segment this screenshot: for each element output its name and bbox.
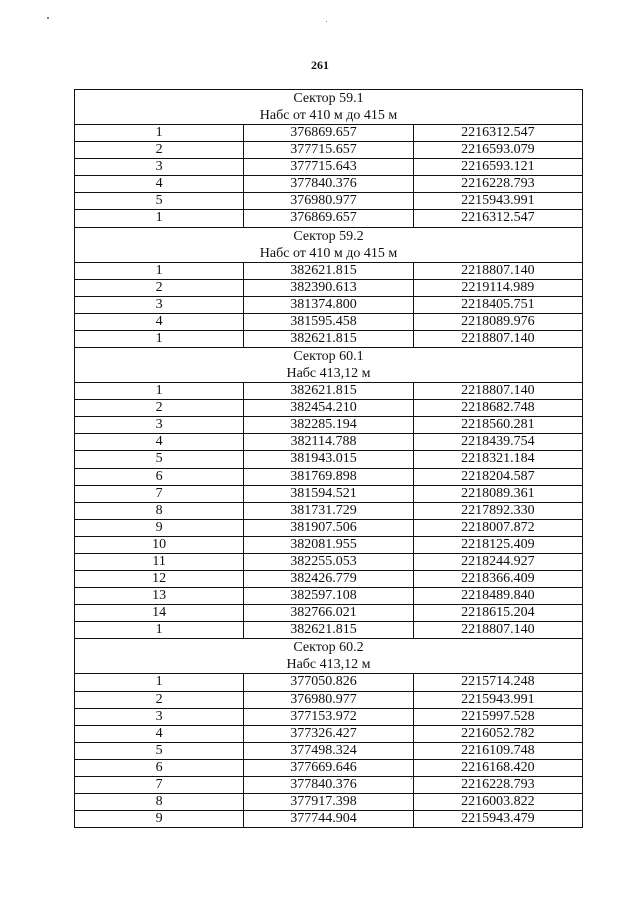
table-row xyxy=(75,451,583,468)
section-subtitle: Набс 413,12 м xyxy=(286,366,371,382)
point-number: 8 xyxy=(75,794,244,811)
coord-y: 2218321.184 xyxy=(413,451,582,468)
coordinates-table-body xyxy=(75,90,583,828)
table-row xyxy=(75,176,583,193)
coordinates-table xyxy=(74,89,583,828)
section-subtitle: Набс 413,12 м xyxy=(286,657,371,673)
point-number: 3 xyxy=(75,296,244,313)
coord-x: 382426.779 xyxy=(244,571,413,588)
coord-y: 2218007.872 xyxy=(413,519,582,536)
table-row xyxy=(75,502,583,519)
coord-x: 377669.646 xyxy=(244,759,413,776)
coord-x: 382597.108 xyxy=(244,588,413,605)
coord-x: 381594.521 xyxy=(244,485,413,502)
coord-x: 377715.657 xyxy=(244,142,413,159)
point-number: 4 xyxy=(75,176,244,193)
coord-y: 2218439.754 xyxy=(413,434,582,451)
section-title: Сектор 60.1 xyxy=(293,349,364,365)
coord-x: 382621.815 xyxy=(244,262,413,279)
coord-y: 2215943.991 xyxy=(413,691,582,708)
page-number: 261 xyxy=(311,58,329,72)
coord-y: 2219114.989 xyxy=(413,279,582,296)
section-header-row xyxy=(75,639,583,674)
table-row xyxy=(75,519,583,536)
point-number: 1 xyxy=(75,125,244,142)
section-title: Сектор 60.2 xyxy=(293,640,364,656)
table-row xyxy=(75,313,583,330)
coord-x: 376869.657 xyxy=(244,210,413,227)
coord-x: 382081.955 xyxy=(244,536,413,553)
coord-x: 382390.613 xyxy=(244,279,413,296)
table-row xyxy=(75,553,583,570)
coord-y: 2218682.748 xyxy=(413,400,582,417)
coord-y: 2216228.793 xyxy=(413,176,582,193)
point-number: 1 xyxy=(75,383,244,400)
table-row xyxy=(75,142,583,159)
point-number: 1 xyxy=(75,210,244,227)
coord-x: 381769.898 xyxy=(244,468,413,485)
coord-y: 2218089.976 xyxy=(413,313,582,330)
coord-x: 381595.458 xyxy=(244,313,413,330)
coord-y: 2216052.782 xyxy=(413,725,582,742)
coord-y: 2215943.479 xyxy=(413,811,582,828)
point-number: 2 xyxy=(75,400,244,417)
point-number: 9 xyxy=(75,811,244,828)
section-subtitle: Набс от 410 м до 415 м xyxy=(259,245,398,261)
coord-x: 381907.506 xyxy=(244,519,413,536)
coord-y: 2218244.927 xyxy=(413,553,582,570)
point-number: 4 xyxy=(75,313,244,330)
coord-y: 2216312.547 xyxy=(413,210,582,227)
table-row xyxy=(75,777,583,794)
coord-y: 2217892.330 xyxy=(413,502,582,519)
table-row xyxy=(75,759,583,776)
point-number: 6 xyxy=(75,759,244,776)
coord-x: 377744.904 xyxy=(244,811,413,828)
coord-x: 376980.977 xyxy=(244,193,413,210)
coord-x: 381943.015 xyxy=(244,451,413,468)
point-number: 3 xyxy=(75,417,244,434)
section-title: Сектор 59.1 xyxy=(293,91,364,106)
point-number: 14 xyxy=(75,605,244,622)
table-row xyxy=(75,536,583,553)
table-row xyxy=(75,794,583,811)
table-row xyxy=(75,383,583,400)
coord-x: 382621.815 xyxy=(244,383,413,400)
point-number: 1 xyxy=(75,262,244,279)
point-number: 5 xyxy=(75,451,244,468)
section-header xyxy=(75,227,583,262)
coord-x: 381731.729 xyxy=(244,502,413,519)
table-row xyxy=(75,434,583,451)
table-row xyxy=(75,193,583,210)
table-row xyxy=(75,811,583,828)
coord-x: 377498.324 xyxy=(244,742,413,759)
coord-x: 376980.977 xyxy=(244,691,413,708)
point-number: 1 xyxy=(75,622,244,639)
point-number: 2 xyxy=(75,142,244,159)
point-number: 3 xyxy=(75,159,244,176)
table-row xyxy=(75,330,583,347)
coord-y: 2218807.140 xyxy=(413,330,582,347)
section-header xyxy=(75,639,583,674)
table-row xyxy=(75,262,583,279)
coord-y: 2218405.751 xyxy=(413,296,582,313)
section-header-row xyxy=(75,90,583,125)
point-number: 1 xyxy=(75,674,244,691)
table-row xyxy=(75,605,583,622)
table-row xyxy=(75,622,583,639)
point-number: 1 xyxy=(75,330,244,347)
point-number: 7 xyxy=(75,485,244,502)
scan-speck xyxy=(411,778,412,779)
coord-y: 2218807.140 xyxy=(413,262,582,279)
table-row xyxy=(75,125,583,142)
scan-speck xyxy=(326,21,327,22)
point-number: 7 xyxy=(75,777,244,794)
point-number: 5 xyxy=(75,742,244,759)
scan-speck xyxy=(47,17,49,19)
coord-x: 377715.643 xyxy=(244,159,413,176)
point-number: 13 xyxy=(75,588,244,605)
coord-y: 2215997.528 xyxy=(413,708,582,725)
point-number: 11 xyxy=(75,553,244,570)
coord-y: 2218089.361 xyxy=(413,485,582,502)
section-title: Сектор 59.2 xyxy=(293,228,364,244)
point-number: 4 xyxy=(75,725,244,742)
coord-y: 2216168.420 xyxy=(413,759,582,776)
table-row xyxy=(75,485,583,502)
table-row xyxy=(75,588,583,605)
point-number: 9 xyxy=(75,519,244,536)
coord-y: 2218489.840 xyxy=(413,588,582,605)
table-row xyxy=(75,708,583,725)
coord-x: 377917.398 xyxy=(244,794,413,811)
table-row xyxy=(75,400,583,417)
coord-y: 2216228.793 xyxy=(413,777,582,794)
point-number: 10 xyxy=(75,536,244,553)
coord-x: 377840.376 xyxy=(244,176,413,193)
coord-y: 2216312.547 xyxy=(413,125,582,142)
coord-x: 377153.972 xyxy=(244,708,413,725)
coord-y: 2216109.748 xyxy=(413,742,582,759)
table-row xyxy=(75,417,583,434)
coord-y: 2218366.409 xyxy=(413,571,582,588)
coord-x: 381374.800 xyxy=(244,296,413,313)
coord-y: 2216593.121 xyxy=(413,159,582,176)
coord-y: 2216593.079 xyxy=(413,142,582,159)
point-number: 3 xyxy=(75,708,244,725)
section-header xyxy=(75,90,583,125)
coord-x: 382621.815 xyxy=(244,330,413,347)
coord-y: 2218560.281 xyxy=(413,417,582,434)
coord-x: 382621.815 xyxy=(244,622,413,639)
table-row xyxy=(75,725,583,742)
table-row xyxy=(75,742,583,759)
coord-y: 2215714.248 xyxy=(413,674,582,691)
coord-x: 382114.788 xyxy=(244,434,413,451)
coord-y: 2218807.140 xyxy=(413,383,582,400)
coord-x: 382255.053 xyxy=(244,553,413,570)
table-row xyxy=(75,279,583,296)
coord-y: 2218615.204 xyxy=(413,605,582,622)
section-header xyxy=(75,348,583,383)
coord-x: 376869.657 xyxy=(244,125,413,142)
point-number: 6 xyxy=(75,468,244,485)
point-number: 2 xyxy=(75,279,244,296)
table-row xyxy=(75,159,583,176)
coord-x: 382285.194 xyxy=(244,417,413,434)
table-row xyxy=(75,468,583,485)
coord-y: 2218204.587 xyxy=(413,468,582,485)
coord-y: 2218807.140 xyxy=(413,622,582,639)
coord-x: 382454.210 xyxy=(244,400,413,417)
coord-x: 382766.021 xyxy=(244,605,413,622)
point-number: 2 xyxy=(75,691,244,708)
section-subtitle: Набс от 410 м до 415 м xyxy=(259,108,398,123)
coord-x: 377050.826 xyxy=(244,674,413,691)
table-row xyxy=(75,691,583,708)
table-row xyxy=(75,296,583,313)
point-number: 5 xyxy=(75,193,244,210)
section-header-row xyxy=(75,227,583,262)
table-row xyxy=(75,674,583,691)
point-number: 4 xyxy=(75,434,244,451)
coord-y: 2218125.409 xyxy=(413,536,582,553)
coord-y: 2215943.991 xyxy=(413,193,582,210)
section-header-row xyxy=(75,348,583,383)
coord-y: 2216003.822 xyxy=(413,794,582,811)
coord-x: 377326.427 xyxy=(244,725,413,742)
point-number: 8 xyxy=(75,502,244,519)
table-row xyxy=(75,571,583,588)
table-row xyxy=(75,210,583,227)
coord-x: 377840.376 xyxy=(244,777,413,794)
point-number: 12 xyxy=(75,571,244,588)
